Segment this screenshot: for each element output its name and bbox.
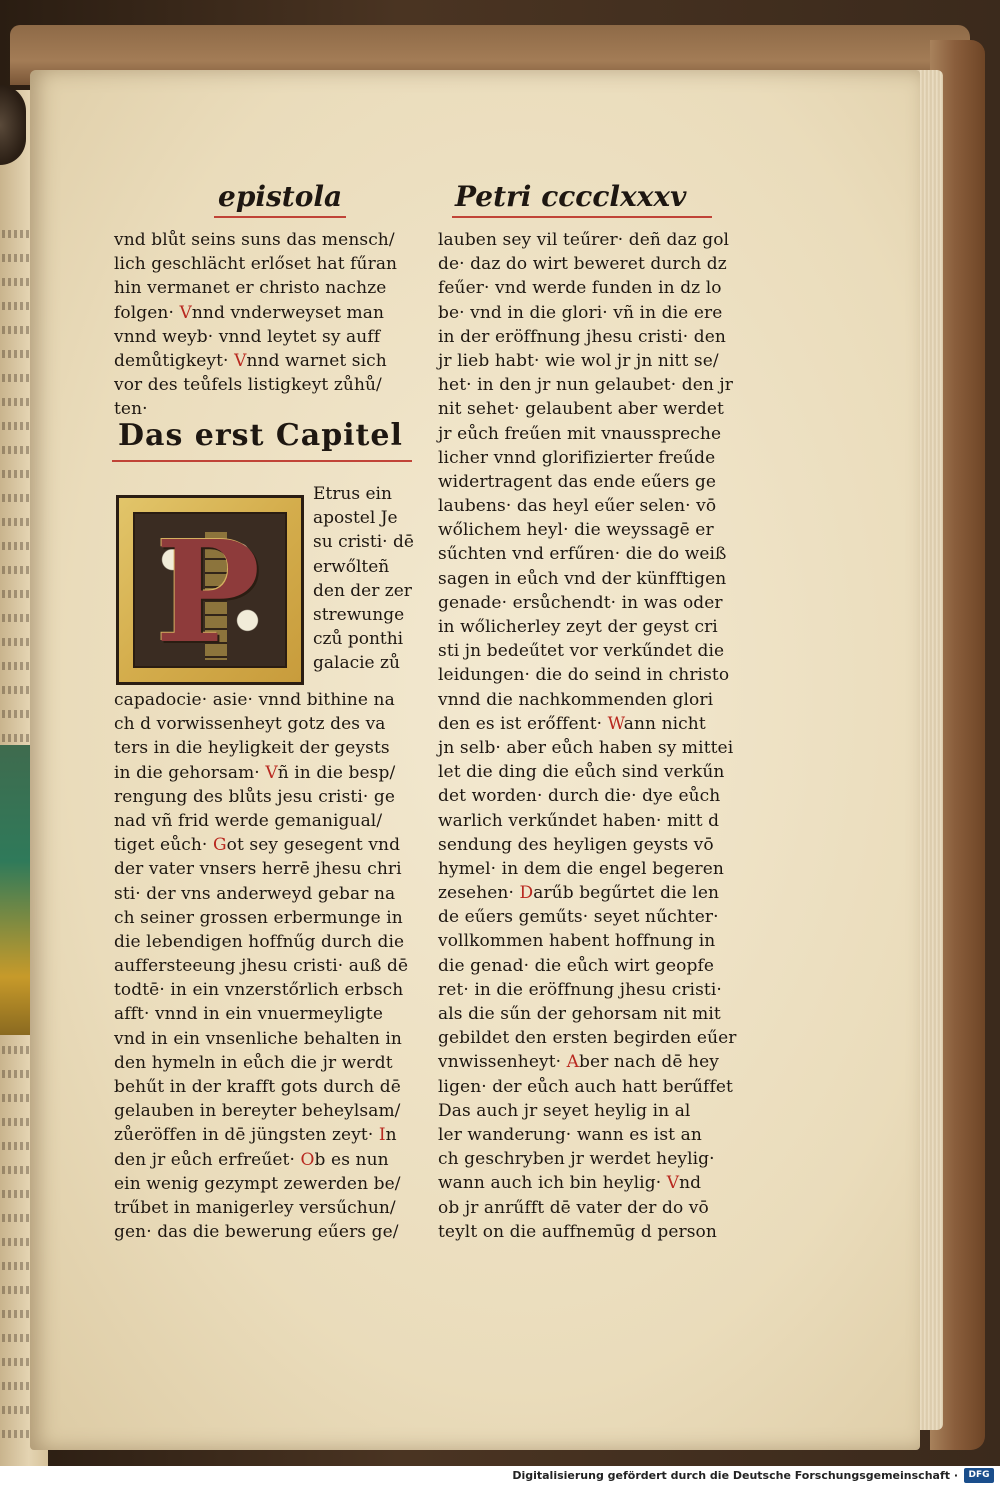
digitization-credit: Digitalisierung gefördert durch die Deutsche Forschungsgemeinschaft · [512,1469,958,1482]
text-line: sűchten vnd erfűren· die do weiß [438,544,727,565]
text-line: lauben sey vil teűrer· deñ daz gol [438,230,730,250]
text-line: sendung des heyligen geysts vō [438,834,714,855]
rubricated-initial: D [519,883,534,904]
text-line: in die gehorsam· Vñ in die besp/ [114,762,396,783]
chapter-rule [112,460,412,462]
text-line: den der zer [313,580,412,601]
initial-letter: P [155,511,261,675]
text-line: todtē· in ein vnzerstőrlich erbsch [114,980,404,1001]
text-line: in wőlicherley zeyt der geyst cri [438,617,718,637]
text-line: tiget eůch· Got sey gesegent vnd [114,835,401,856]
rubricated-initial: G [212,835,227,856]
text-line: ler wanderung· wann es ist an [438,1124,702,1145]
text-line: sagen in eůch vnd der künfftigen [438,568,727,589]
text-line: be· vnd in die glori· vñ in die ere [438,302,723,323]
rubricated-initial: V [179,302,192,323]
text-line: jr lieb habt· wie wol jr jn nitt se/ [438,350,719,371]
text-line: behűt in der krafft gots durch dē [114,1077,401,1097]
text-line: gelauben in bereyter beheylsam/ [114,1101,401,1122]
rubricated-initial: W [607,713,624,734]
header-rule-left [214,216,346,218]
text-line: vor des teůfels listigkeyt zůhů/ [114,375,382,396]
initial-ornament [133,511,287,675]
text-line: ligen· der eůch auch hatt berűffet [438,1076,733,1097]
running-header-right: Petri cccclxxxv [455,180,687,213]
rubricated-initial: V [265,762,278,783]
text-line: auffersteeung jhesu cristi· auß dē [114,956,409,977]
text-line: su cristi· dē [313,532,414,553]
text-line: rengung des blůts jesu cristi· ge [114,786,396,807]
text-line: widertragent das ende eűers ge [438,471,717,492]
text-line: wann auch ich bin heylig· Vnd [438,1173,702,1194]
text-line: jn selb· aber eůch haben sy mittei [438,737,734,758]
text-line: ch d vorwissenheyt gotz des va [114,714,386,735]
running-header-left: epistola [218,180,343,213]
chapter-title: Das erst Capitel [118,418,403,453]
rubricated-initial: V [234,350,247,371]
text-line: den hymeln in eůch die jr werdt [114,1052,393,1073]
left-column-top [114,228,397,422]
text-line: zesehen· Darűb begűrtet die len [438,883,720,904]
text-line: genade· ersůchendt· in was oder [438,592,723,613]
text-line: het· in den jr nun gelaubet· den jr [438,375,734,396]
text-line: galacie zů [313,653,400,674]
text-line: erwőlteñ [313,556,390,577]
rubricated-initial: I [378,1125,386,1146]
text-line: sti jn bedeűtet vor verkűndet die [438,641,725,662]
text-line: hymel· in dem die engel begeren [438,858,724,879]
text-line: licher vnnd glorifizierter freűde [438,447,716,468]
text-line: apostel Je [313,508,398,529]
text-line: vollkommen habent hoffnung in [438,931,716,952]
text-line: leidungen· die do seind in christo [438,665,730,686]
illuminated-initial [116,495,304,685]
text-line: ters in die heyligkeit der geysts [114,738,390,759]
rubricated-initial: V [666,1173,680,1194]
drop-cap-column [313,482,414,676]
text-line: gen· das die bewerung eűers ge/ [114,1222,399,1243]
left-column-bottom [114,688,408,1244]
text-line: vnd blůt seins suns das mensch/ [114,230,395,250]
text-line: demůtigkeyt· Vnnd warnet sich [114,350,387,371]
text-line: de eűers geműts· seyet nűchter· [438,907,719,928]
text-line: ob jr anrűfft dē vater der do vō [438,1197,709,1218]
dfg-logo: DFG [964,1468,994,1483]
text-line: teylt on die auffnemūg d person [438,1221,717,1242]
text-line: als die sűn der gehorsam nit mit [438,1004,721,1024]
rubricated-initial: A [566,1052,580,1073]
text-line: let die ding die eůch sind verkűn [438,762,725,783]
text-line: feűer· vnd werde funden in dz lo [438,278,722,299]
text-line: sti· der vns anderweyd gebar na [114,883,396,904]
text-line: den jr eůch erfreűet· Ob es nun [114,1149,389,1170]
text-line: den es ist erőffent· Wann nicht [438,713,706,734]
text-line: der vater vnsers herrē jhesu chri [114,859,402,880]
text-line: ten· [114,399,148,420]
text-line: zůeröffen in dē jüngsten zeyt· In [114,1125,397,1146]
text-line: ein wenig gezympt zewerden be/ [114,1173,401,1194]
text-line: trűbet in manigerley versűchun/ [114,1197,396,1218]
text-line: vnnd die nachkommenden glori [438,689,714,710]
text-line: vnnd weyb· vnnd leytet sy auff [114,326,381,347]
text-line: nad vñ frid werde gemanigual/ [114,810,383,831]
text-line: die genad· die eůch wirt geopfe [438,955,715,976]
text-line: czů ponthi [313,629,404,650]
text-line: lich geschlächt erlőset hat fűran [114,254,398,275]
text-line: ret· in die eröffnung jhesu cristi· [438,979,722,1000]
text-line: ch geschryben jr werdet heylig· [438,1149,715,1170]
text-line: folgen· Vnnd vnderweyset man [114,302,385,323]
text-line: de· daz do wirt beweret durch dz [438,254,727,275]
text-line: afft· vnnd in ein vnuermeyligte [114,1004,384,1025]
text-line: vnwissenheyt· Aber nach dē hey [438,1052,719,1073]
text-line: hin vermanet er christo nachze [114,278,387,299]
text-line: warlich verkűndet haben· mitt d [438,810,720,831]
text-line: Das auch jr seyet heylig in al [438,1100,691,1121]
text-line: jr eůch freűen mit vnausspreche [438,423,722,444]
text-line: strewunge [313,604,405,625]
text-line: wőlichem heyl· die weyssagē er [438,520,714,541]
text-line: capadocie· asie· vnnd bithine na [114,690,395,710]
right-column [438,228,737,1244]
facing-page-illumination [0,745,33,1035]
text-line: die lebendigen hoffnűg durch die [114,931,405,952]
text-line: vnd in ein vnsenliche behalten in [114,1028,402,1049]
text-line: gebildet den ersten begirden eűer [438,1028,737,1049]
text-line: det worden· durch die· dye eůch [438,786,721,807]
text-line: ch seiner grossen erbermunge in [114,907,403,928]
text-line: Etrus ein [313,484,392,504]
text-line: in der eröffnung jhesu cristi· den [438,326,726,347]
rubricated-initial: O [300,1149,315,1170]
header-rule-right [452,216,712,218]
text-line: nit sehet· gelaubent aber werdet [438,399,724,420]
text-line: laubens· das heyl eűer selen· vō [438,496,717,517]
